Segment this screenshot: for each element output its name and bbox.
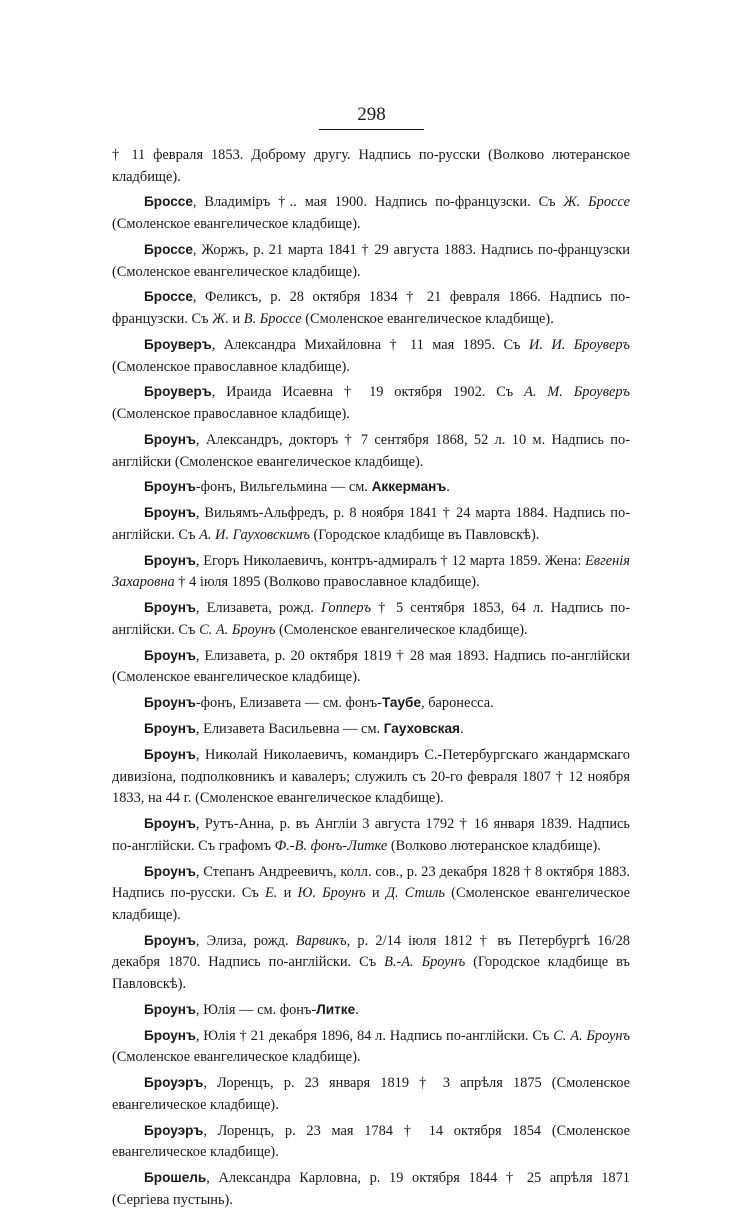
entry-italic-name: И. И. Броуверъ (528, 336, 631, 353)
entry-headword: Броунъ (144, 816, 196, 832)
entry-text: † 4 iюля 1895 (Волково православное кладбище). (174, 574, 480, 591)
entry-text: , Александра Михайловна † 11 мая 1895. Съ (211, 336, 529, 353)
entry-headword: Броссе (144, 289, 193, 305)
entry-italic-name: Ф.-В. фонъ-Литке (274, 837, 388, 854)
entry-cross-reference: Литке (316, 1001, 356, 1017)
entry-headword: Брошель (144, 1170, 207, 1186)
entry-italic-name: А. М. Броуверъ (524, 384, 630, 401)
entry-italic-name: Гопперъ (320, 600, 372, 617)
entry (112, 286, 630, 330)
entry-italic-name: Ю. Броунъ (297, 885, 366, 902)
entry (112, 1167, 630, 1211)
entry-text: , Юлiя — см. фонъ- (195, 1001, 317, 1018)
entry (112, 813, 630, 857)
entry-text: (Смоленское евангелическое кладбище). (275, 621, 528, 638)
entry-headword: Броунъ (144, 721, 196, 737)
entry-cross-reference: Гауховская (383, 721, 460, 737)
entry (112, 930, 630, 996)
entry-text: , Николай Николаевичъ, командиръ С.-Петербургскаго жандармскаго дивизiона, подполковникъ и кавалеръ; служилъ съ 20-го февраля 1807 † 12 ноября 1833, на 44 г. (Смоленское евангелическое кладбище). (112, 747, 630, 807)
entry-cross-reference: Аккерманъ (371, 479, 447, 495)
entry-text: и (365, 885, 386, 902)
entry-text: . (459, 721, 464, 738)
entry-text: , Ираида Исаевна † 19 октября 1902. Съ (211, 384, 525, 401)
entry-text: (Смоленское православное кладбище). (112, 358, 350, 375)
entry-headword: Броунъ (144, 1027, 196, 1043)
entry-text: , Феликсъ, р. 28 октября 1834 † 21 февраля 1866. Надпись по-французски. Съ (112, 289, 630, 328)
entry-text: (Городское кладбище въ Павловскѣ). (112, 954, 630, 992)
entry (112, 1120, 630, 1164)
entry-headword: Броуверъ (144, 336, 212, 352)
entry-text: (Смоленское евангелическое кладбище). (301, 311, 554, 328)
page-number: 298 (357, 104, 386, 125)
entry-text: † 11 февраля 1853. Доброму другу. Надпись по-русски (Волково лютеранское кладбище). (112, 147, 630, 185)
entry (112, 645, 630, 689)
entry-italic-name: В. Броссе (243, 311, 302, 328)
entry-headword: Броунъ (144, 1001, 196, 1017)
entry-headword: Броссе (144, 241, 193, 257)
entry-italic-name: С. А. Броунъ (199, 621, 276, 638)
entry-text: , Елизавета Васильевна — см. (195, 721, 384, 738)
entry (112, 718, 630, 741)
entry-italic-name: Евгенiя Захаровна (112, 552, 630, 591)
entry (112, 999, 630, 1022)
entry (112, 744, 630, 810)
entry-headword: Броунъ (144, 431, 196, 447)
entry-text: , Вильямъ-Альфредъ, р. 8 ноября 1841 † 24 марта 1884. Надпись по-англiйски. Съ (112, 505, 630, 543)
entry-text: , р. 2/14 iюля 1812 † въ Петербургѣ 16/28 декабря 1870. Надпись по-англiйски. Съ (112, 932, 630, 971)
entry-italic-name: Е. (265, 885, 278, 902)
entry-text: (Смоленское евангелическое кладбище). (112, 1049, 361, 1066)
entry (112, 861, 630, 927)
entry (112, 239, 630, 283)
entry-text: (Городское кладбище въ Павловскѣ). (309, 526, 540, 543)
entry-headword: Броуэръ (144, 1122, 204, 1138)
entry-headword: Броуверъ (144, 384, 212, 400)
entry-headword: Броуэръ (144, 1075, 204, 1091)
entry-italic-name: С. А. Броунъ (553, 1027, 630, 1044)
entry-headword: Броунъ (144, 600, 196, 616)
entry-headword: Броунъ (144, 552, 196, 568)
entry (112, 550, 630, 594)
entry-text: (Смоленское православное кладбище). (112, 406, 350, 423)
entry-text: , Степанъ Андреевичъ, колл. сов., р. 23 декабря 1828 † 8 октября 1883. Надпись по-русски. Съ (112, 863, 630, 902)
entry-headword: Броунъ (144, 479, 196, 495)
entry-text: , Елизавета, р. 20 октября 1819 † 28 мая 1893. Надпись по-англiйски (Смоленское евангелическое кладбище). (112, 647, 630, 686)
entry-text: , Рутъ-Анна, р. въ Англiи 3 августа 1792 † 16 января 1839. Надпись по-англiйски. Съ графомъ (112, 816, 630, 854)
entry-text: (Волково лютеранское кладбище). (387, 837, 601, 854)
entry-text: , Юлiя † 21 декабря 1896, 84 л. Надпись по-англiйски. Съ (195, 1027, 554, 1044)
entry-text: , Егоръ Николаевичъ, контръ-адмиралъ † 12 марта 1859. Жена: (195, 552, 586, 569)
entry (112, 476, 630, 499)
entry-italic-name: Варвикъ (295, 932, 347, 949)
entry (112, 191, 630, 235)
entry-text: . (446, 479, 450, 496)
entry-italic-name: А. И. Гауховскимъ (199, 526, 310, 543)
entry-italic-name: Д. Стиль (385, 885, 445, 902)
entry (112, 1072, 630, 1116)
entry-text: , Александръ, докторъ † 7 сентября 1868, 52 л. 10 м. Надпись по-англiйски (Смоленское евангелическое кладбище). (112, 431, 630, 470)
entry-text: , баронесса. (421, 695, 494, 712)
entry-text: , Владимiръ †.. мая 1900. Надпись по-французски. Съ (192, 194, 564, 211)
entry (112, 381, 630, 425)
entry (112, 597, 630, 641)
entry-headword: Броунъ (144, 505, 196, 521)
entry-italic-name: Ж. Броссе (563, 194, 630, 211)
entry-text: и (228, 311, 244, 328)
entry-text: -фонъ, Вильгельмина — см. (195, 479, 372, 496)
entry-text: . (355, 1001, 359, 1018)
entry-headword: Броунъ (144, 863, 196, 879)
entry (112, 692, 630, 715)
entry-text: , Лоренцъ, р. 23 мая 1784 † 14 октября 1854 (Смоленское евангелическое кладбище). (112, 1122, 630, 1161)
entry-headword: Броунъ (144, 932, 196, 948)
page-number-rule (319, 129, 424, 130)
entry-text: , Жоржъ, р. 21 марта 1841 † 29 августа 1883. Надпись по-французски (Смоленское евангелическое кладбище). (112, 241, 630, 280)
entry-text: (Смоленское евангелическое кладбище). (112, 885, 630, 923)
entry-headword: Броунъ (144, 747, 196, 762)
entry (112, 1025, 630, 1069)
entry-headword: Броунъ (144, 695, 196, 711)
entry-italic-name: Ж. (212, 311, 229, 328)
entry (112, 429, 630, 473)
entries-list (112, 145, 630, 1215)
entry-headword: Броунъ (144, 647, 196, 663)
entry-text: и (277, 885, 298, 902)
entry-headword: Броссе (144, 194, 193, 210)
entry-italic-name: В.-А. Броунъ (384, 954, 466, 971)
entry (112, 334, 630, 378)
entry-text: † 5 сентября 1853, 64 л. Надпись по-англiйски. Съ (112, 600, 630, 638)
entry-text: (Смоленское евангелическое кладбище). (112, 216, 361, 233)
entry-text: -фонъ, Елизавета — см. фонъ- (195, 695, 382, 712)
entry-text: , Элиза, рожд. (195, 932, 296, 949)
entry (112, 145, 630, 188)
entry (112, 502, 630, 546)
entry-cross-reference: Таубе (381, 695, 422, 711)
entry-text: , Елизавета, рожд. (195, 600, 321, 617)
entry-text: , Александра Карловна, р. 19 октября 1844 † 25 апрѣля 1871 (Сергiева пустынь). (112, 1170, 630, 1208)
entry-text: , Лоренцъ, р. 23 января 1819 † 3 апрѣля 1875 (Смоленское евангелическое кладбище). (112, 1075, 630, 1113)
